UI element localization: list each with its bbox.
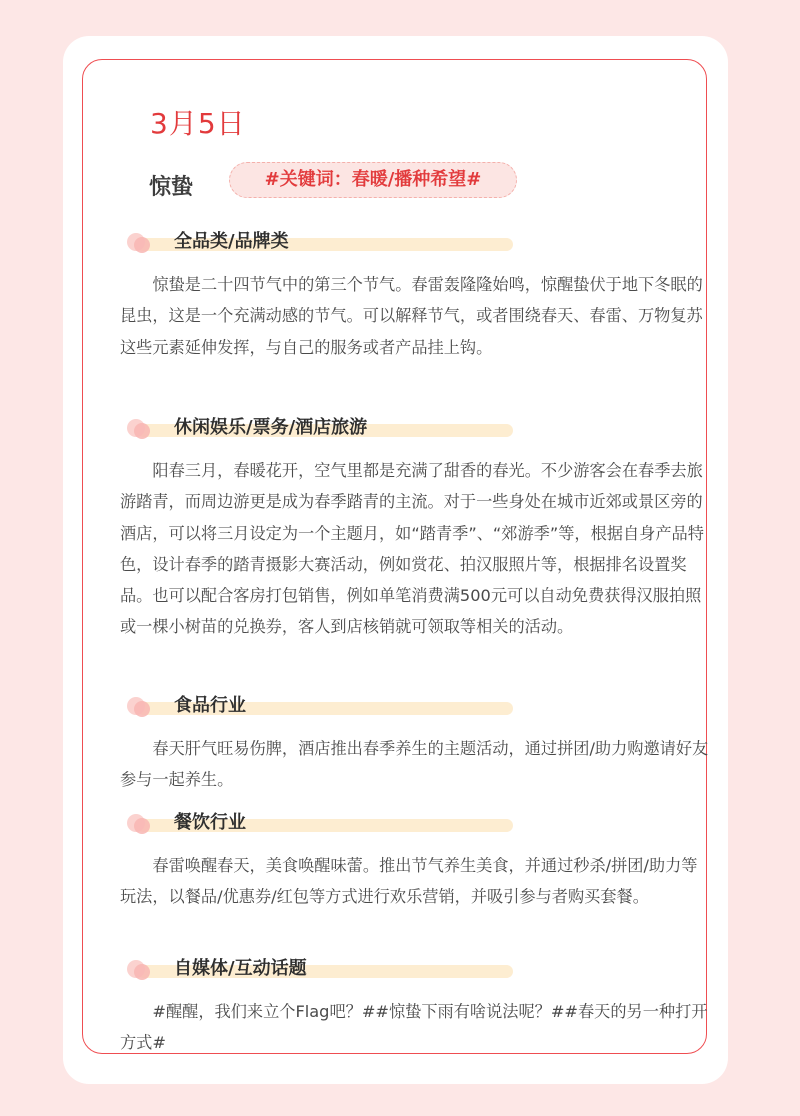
content-card <box>63 36 728 1084</box>
keyword-tag: #关键词：春暖/播种希望# <box>229 162 517 198</box>
solar-term-title: 惊蛰 <box>149 175 194 200</box>
bubble-dot-icon <box>134 237 150 253</box>
date-title: 3月5日 <box>150 107 246 140</box>
section-title: 餐饮行业 <box>174 812 246 833</box>
section-header-media <box>127 953 527 983</box>
section-paragraph: 春雷唤醒春天，美食唤醒味蕾。推出节气养生美食，并通过秒杀/拼团/助力等玩法，以餐品/优惠券/红包等方式进行欢乐营销，并吸引参与者购买套餐。 <box>120 856 698 907</box>
bubble-dot-icon <box>134 701 150 717</box>
section-header-food <box>127 690 527 720</box>
section-header-catering <box>127 807 527 837</box>
bubble-dot-icon <box>134 818 150 834</box>
section-header-brand <box>127 226 527 256</box>
section-paragraph: #醒醒，我们来立个Flag吧？##惊蛰下雨有啥说法呢？##春天的另一种打开方式# <box>120 1002 708 1053</box>
card-frame <box>82 59 707 1054</box>
section-paragraph: 阳春三月，春暖花开，空气里都是充满了甜香的春光。不少游客会在春季去旅游踏青，而周边游更是成为春季踏青的主流。对于一些身处在城市近郊或景区旁的酒店，可以将三月设定为一个主题月，如“踏青季”、“郊游季”等，根据自身产品特色，设计春季的踏青摄影大赛活动，例如赏花、拍汉服照片等，根据排名设置奖品。也可以配合客房打包销售，例如单笔消费满500元可以自动免费获得汉服拍照或一棵小树苗的兑换券，客人到店核销就可领取等相关的活动。 <box>120 461 704 637</box>
bubble-dot-icon <box>134 423 150 439</box>
section-paragraph: 春天肝气旺易伤脾，酒店推出春季养生的主题活动，通过拼团/助力购邀请好友参与一起养生。 <box>120 739 709 790</box>
section-header-leisure <box>127 412 527 442</box>
bubble-dot-icon <box>134 964 150 980</box>
section-title: 自媒体/互动话题 <box>174 958 307 979</box>
section-title: 全品类/品牌类 <box>174 231 289 252</box>
section-paragraph: 惊蛰是二十四节气中的第三个节气。春雷轰隆隆始鸣，惊醒蛰伏于地下冬眠的昆虫，这是一个充满动感的节气。可以解释节气，或者围绕春天、春雷、万物复苏这些元素延伸发挥，与自己的服务或者产品挂上钩。 <box>120 275 703 357</box>
section-title: 休闲娱乐/票务/酒店旅游 <box>174 417 368 438</box>
section-title: 食品行业 <box>174 695 246 716</box>
